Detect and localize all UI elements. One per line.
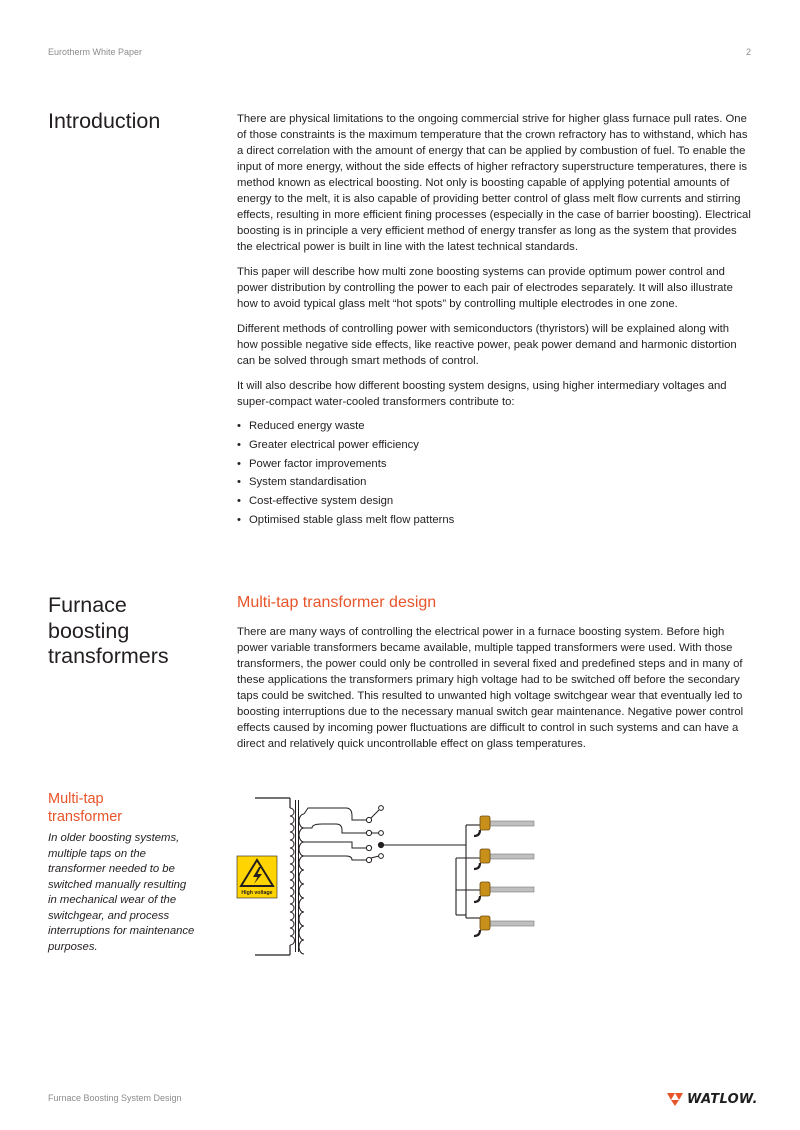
benefits-list bbox=[237, 417, 752, 530]
primary-winding bbox=[290, 808, 295, 945]
running-header: Eurotherm White Paper bbox=[48, 47, 143, 57]
transformer-core bbox=[296, 800, 299, 952]
tap-selector-switches bbox=[366, 806, 383, 863]
warning-label: High voltage bbox=[241, 890, 273, 896]
secondary-winding bbox=[299, 814, 304, 954]
furnace-heading-line: boosting bbox=[48, 618, 130, 643]
furnace-heading-line: transformers bbox=[48, 644, 169, 668]
electrode bbox=[474, 916, 534, 936]
figure-caption-title bbox=[48, 790, 168, 826]
intro-paragraph-3: Different methods of controlling power with semiconductors (thyristors) will be explained along with how possible negative side effects, like reactive power, peak power demand and harmonic distortion can be solved through smart methods of control. bbox=[237, 323, 737, 367]
intro-paragraph-1: There are physical limitations to the ongoing commercial strive for higher glass furnace pull rates. One of those constraints is the maximum temperature that the crown refractory has to withstand, which has a direct correlation with the amount of energy that can be applied by combustion of fuel. To enable the input of more energy, without the side effects of higher refractory superstructure temperatures, there is method known as electrical boosting. Not only is boosting capable of applying potential amounts of energy to the melt, it is also capable of providing better control of glass melt flow currents and stirring effects, resulting in more efficient fining processes (especially in the case of barrier boosting). Electrical boosting is in principle a very efficient method of energy transfer as long as the system that provides the electrical power is built in line with the latest technical standards. bbox=[237, 113, 751, 253]
bus-wiring bbox=[381, 825, 480, 918]
electrode bbox=[474, 816, 534, 836]
intro-paragraph-2: This paper will describe how multi zone boosting systems can provide optimum power control and power distribution by controlling the power to each pair of electrodes separately. It will also illustrate how to avoid typical glass melt “hot spots” by controlling multiple electrodes in one zone. bbox=[237, 266, 733, 310]
list-item: • Cost-effective system design bbox=[237, 492, 752, 511]
electrode bbox=[474, 882, 534, 902]
list-item: • System standardisation bbox=[237, 473, 752, 492]
electrode bbox=[474, 849, 534, 869]
intro-paragraph-4: It will also describe how different boosting system designs, using higher intermediary voltages and super-compact water-cooled transformers contribute to: bbox=[237, 380, 727, 408]
furnace-body bbox=[237, 624, 752, 761]
list-item: • Reduced energy waste bbox=[237, 417, 752, 436]
multi-tap-subheading: Multi-tap transformer design bbox=[237, 594, 437, 611]
high-voltage-warning-icon bbox=[237, 856, 277, 898]
furnace-paragraph: There are many ways of controlling the electrical power in a furnace boosting system. Before high power variable transformers became available, multiple tapped transformers were used. With those transformers, the power could only be controlled in several fixed and predefined steps and in many of these applications the transformers primary high voltage had to be switched off before the secondary taps could be switched. This resulted to unwanted high voltage switchgear wear that eventually led to boosting interruptions due to the necessary manual switch gear maintenance. Negative power control effects caused by incoming power fluctuations are difficult to control in such systems and can have a direct and relatively quick uncontrollable effect on glass temperatures. bbox=[237, 626, 744, 750]
caption-title-line: transformer bbox=[48, 809, 123, 825]
list-item: • Optimised stable glass melt flow patterns bbox=[237, 511, 752, 530]
figure-caption-text: In older boosting systems, multiple taps on the transformer needed to be switched manually resulting in mechanical wear of the switchgear, and process interruptions for maintenance purposes. bbox=[48, 832, 195, 953]
furnace-heading-line: Furnace bbox=[48, 593, 127, 617]
footer-doc-title: Furnace Boosting System Design bbox=[48, 1093, 182, 1103]
list-item: • Greater electrical power efficiency bbox=[237, 436, 752, 455]
logo-wordmark: WATLOW. bbox=[687, 1091, 758, 1107]
multi-tap-transformer-diagram bbox=[228, 790, 548, 965]
electrodes bbox=[474, 816, 534, 936]
caption-title-line: Multi-tap bbox=[48, 791, 104, 807]
introduction-heading: Introduction bbox=[48, 109, 161, 133]
furnace-heading bbox=[48, 593, 169, 670]
watlow-flame-icon bbox=[666, 1091, 684, 1107]
introduction-body bbox=[237, 111, 752, 530]
list-item: • Power factor improvements bbox=[237, 455, 752, 474]
page-number: 2 bbox=[745, 47, 751, 57]
watlow-logo bbox=[666, 1090, 758, 1108]
